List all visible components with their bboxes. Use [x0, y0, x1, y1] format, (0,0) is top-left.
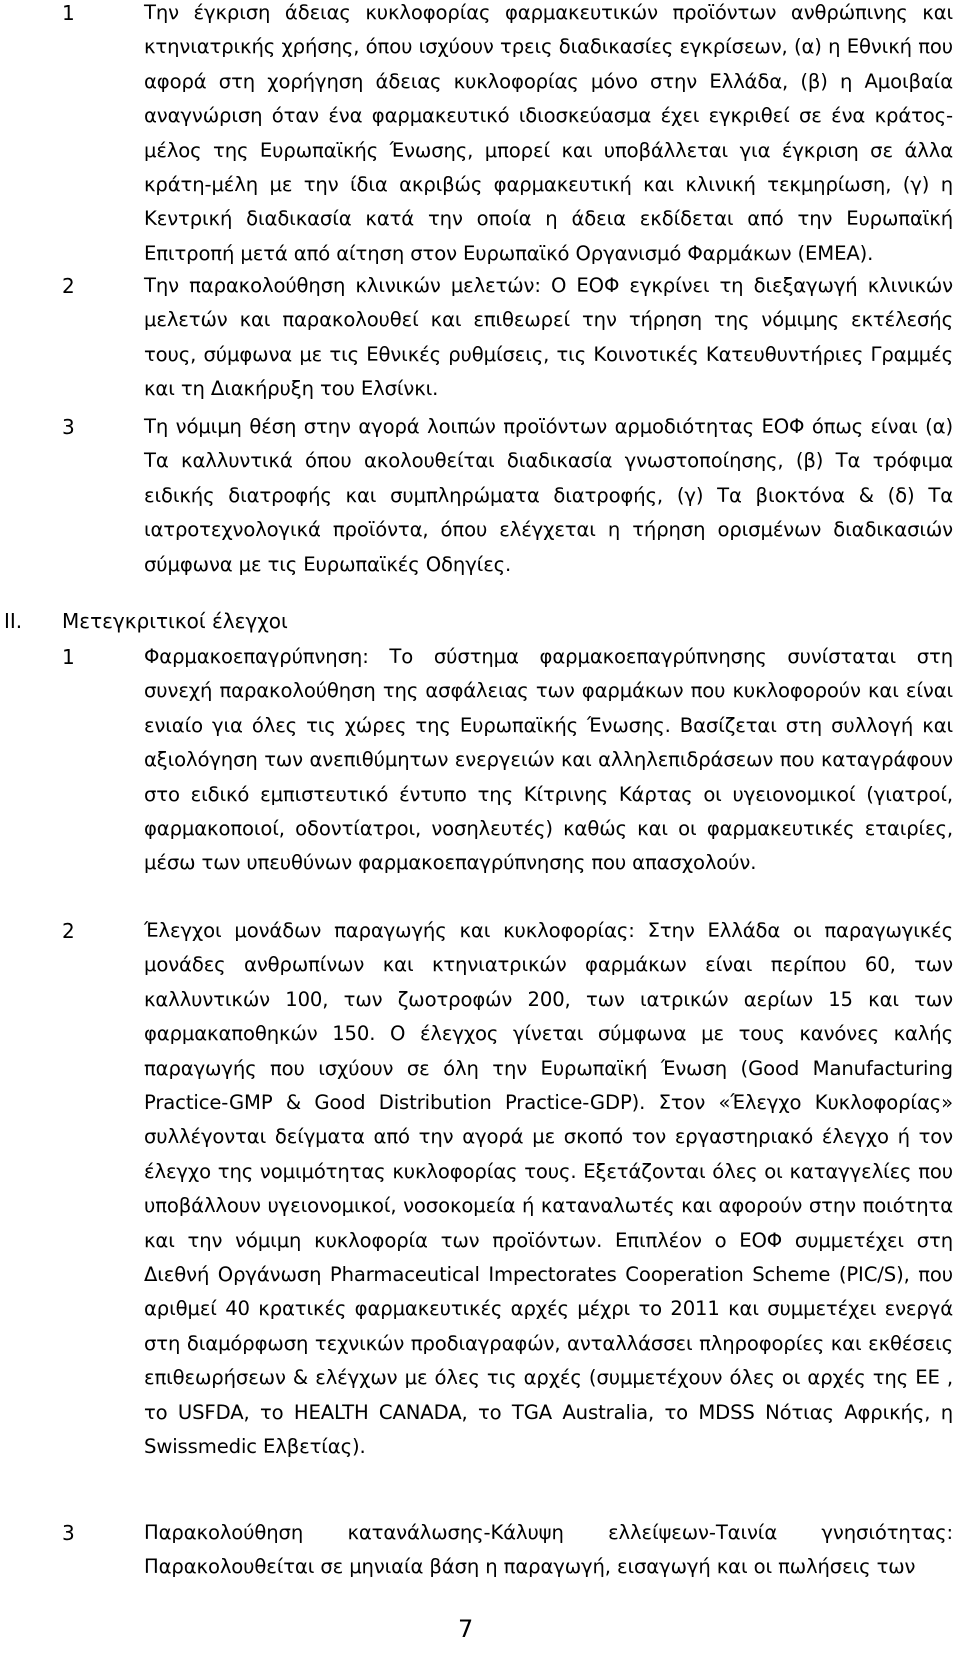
page-number: 7	[458, 1615, 474, 1643]
item-number: 3	[62, 1521, 75, 1545]
item-text: Την έγκριση άδειας κυκλοφορίας φαρμακευτικών προϊόντων ανθρώπινης και κτηνιατρικής χρήσης, όπου ισχύουν τρεις διαδικασίες εγκρίσεων, (α) η Εθνική που αφορά στη χορήγηση άδειας κυκλοφορίας μόνο στην Ελλάδα, (β) η Αμοιβαία αναγνώριση όταν ένα φαρμακευτικό ιδιοσκεύασμα έχει εγκριθεί σε ένα κράτος-μέλος της Ευρωπαϊκής Ένωσης, μπορεί και υποβάλλεται για έγκριση σε άλλα κράτη-μέλη με την ίδια ακριβώς φαρμακευτική και κλινική τεκμηρίωση, (γ) η Κεντρική διαδικασία κατά την οποία η άδεια εκδίδεται από την Ευρωπαϊκή Επιτροπή μετά από αίτηση στον Ευρωπαϊκό Οργανισμό Φαρμάκων (ΕΜΕΑ).	[144, 1, 953, 265]
item-number: 1	[62, 1, 75, 25]
item-text: Φαρμακοεπαγρύπνηση: Το σύστημα φαρμακοεπαγρύπνησης συνίσταται στη συνεχή παρακολούθηση της ασφάλειας των φαρμάκων που κυκλοφορούν και είναι ενιαίο για όλες τις χώρες της Ευρωπαϊκής Ένωσης. Βασίζεται στη συλλογή και αξιολόγηση των ανεπιθύμητων ενεργειών και αλληλεπιδράσεων που καταγράφουν στο ειδικό εμπιστευτικό έντυπο της Κίτρινης Κάρτας οι υγειονομικοί (γιατροί, φαρμακοποιοί, οδοντίατροι, νοσηλευτές) καθώς και οι φαρμακευτικές εταιρίες, μέσω των υπευθύνων φαρμακοεπαγρύπνησης που απασχολούν.	[144, 645, 953, 875]
item-number: 3	[62, 415, 75, 439]
item-number: 2	[62, 919, 75, 943]
item-number: 2	[62, 274, 75, 298]
section-title: Μετεγκριτικοί έλεγχοι	[62, 609, 288, 633]
item-text: Παρακολούθηση κατανάλωσης-Κάλυψη ελλείψεων-Ταινία γνησιότητας: Παρακολουθείται σε μηνιαία βάση η παραγωγή, εισαγωγή και οι πωλήσεις των	[144, 1521, 953, 1579]
item-text: Την παρακολούθηση κλινικών μελετών: Ο ΕΟΦ εγκρίνει τη διεξαγωγή κλινικών μελετών και παρακολουθεί και επιθεωρεί την τήρηση της νόμιμης εκτέλεσής τους, σύμφωνα με τις Εθνικές ρυθμίσεις, τις Κοινοτικές Κατευθυντήριες Γραμμές και τη Διακήρυξη του Ελσίνκι.	[144, 274, 953, 401]
item-text: Έλεγχοι μονάδων παραγωγής και κυκλοφορίας: Στην Ελλάδα οι παραγωγικές μονάδες ανθρωπίνων και κτηνιατρικών φαρμάκων είναι περίπου 60, των καλλυντικών 100, των ζωοτροφών 200, των ιατρικών αερίων 15 και των φαρμακαποθηκών 150. Ο έλεγχος γίνεται σύμφωνα με τους κανόνες καλής παραγωγής που ισχύουν σε όλη την Ευρωπαϊκή Ένωση (Good Manufacturing Practice-GMP & Good Distribution Practice-GDP). Στον «Έλεγχο Κυκλοφορίας» συλλέγονται δείγματα από την αγορά με σκοπό τον εργαστηριακό έλεγχο ή τον έλεγχο της νομιμότητας κυκλοφορίας τους. Εξετάζονται όλες οι καταγγελίες που υποβάλλουν υγειονομικοί, νοσοκομεία ή καταναλωτές και αφορούν στην ποιότητα και την νόμιμη κυκλοφορία των προϊόντων. Επιπλέον ο ΕΟΦ συμμετέχει στη Διεθνή Οργάνωση Pharmaceutical Impectorates Cooperation Scheme (PIC/S), που αριθμεί 40 κρατικές φαρμακευτικές αρχές μέχρι το 2011 και συμμετέχει ενεργά στη διαμόρφωση τεχνικών προδιαγραφών, ανταλλάσσει πληροφορίες και εκθέσεις επιθεωρήσεων & ελέγχων με όλες τις αρχές (συμμετέχουν όλες οι αρχές της ΕΕ , το USFDA, το HEALTH CANADA, το TGA Australia, το MDSS Νότιας Αφρικής, η Swissmedic Ελβετίας).	[144, 919, 953, 1459]
section-roman-numeral: II.	[4, 609, 23, 633]
item-text: Τη νόμιμη θέση στην αγορά λοιπών προϊόντων αρμοδιότητας ΕΟΦ όπως είναι (α) Τα καλλυντικά όπου ακολουθείται διαδικασία γνωστοποίησης, (β) Τα τρόφιμα ειδικής διατροφής και συμπληρώματα διατροφής, (γ) Τα βιοκτόνα & (δ) Τα ιατροτεχνολογικά προϊόντα, όπου ελέγχεται η τήρηση ορισμένων διαδικασιών σύμφωνα με τις Ευρωπαϊκές Οδηγίες.	[144, 415, 953, 576]
item-number: 1	[62, 645, 75, 669]
